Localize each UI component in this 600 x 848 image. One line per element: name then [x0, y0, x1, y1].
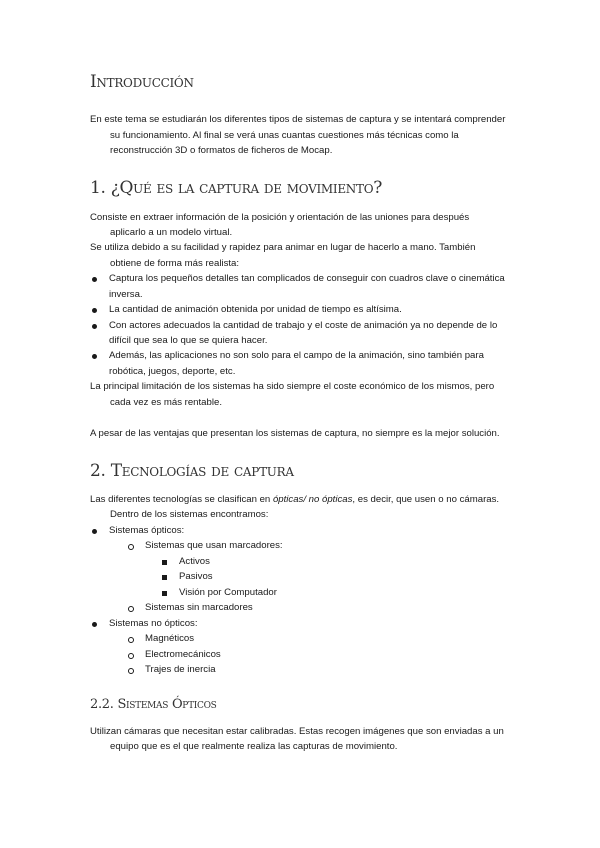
intro-heading: Introducción	[90, 72, 194, 92]
s2-text: , es decir, que usen o no cámaras.	[352, 494, 500, 505]
list-item: Sistemas ópticos:	[109, 525, 185, 536]
bullet-circle	[128, 637, 134, 643]
list-item: Magnéticos	[145, 633, 195, 644]
bullet-circle	[128, 606, 134, 612]
s1-bullet-text: Con actores adecuados la cantidad de trabajo y el coste de animación ya no depende de lo	[109, 320, 498, 331]
bullet-circle	[128, 653, 134, 659]
s1-bullet-text: robótica, juegos, deporte, etc.	[109, 366, 236, 377]
bullet-circle	[128, 544, 134, 550]
list-item: Sistemas que usan marcadores:	[145, 540, 283, 551]
intro-paragraph-line: reconstrucción 3D o formatos de ficheros de Mocap.	[110, 145, 333, 156]
s1-bullet-text: La cantidad de animación obtenida por unidad de tiempo es altísima.	[109, 304, 402, 315]
list-item: Sistemas sin marcadores	[145, 602, 253, 613]
bullet-square	[162, 575, 167, 580]
list-item: Activos	[179, 556, 210, 567]
bullet-dot	[92, 354, 97, 359]
bullet-dot	[92, 529, 97, 534]
section-1-heading: 1. ¿Qué es la captura de movimiento?	[90, 178, 383, 198]
s2-emphasis: ópticas/ no ópticas	[272, 494, 353, 505]
s22-paragraph-line: equipo que es el que realmente realiza las capturas de movimiento.	[110, 741, 398, 752]
s1-bullet-text: Además, las aplicaciones no son solo para el campo de la animación, sino también para	[109, 350, 484, 361]
list-item: Trajes de inercia	[145, 664, 216, 675]
list-item: Sistemas no ópticos:	[109, 618, 198, 629]
section-2-2-heading: 2.2. Sistemas Ópticos	[90, 697, 217, 712]
s1-paragraph-line: cada vez es más rentable.	[110, 397, 222, 408]
s1-paragraph-line: Consiste en extraer información de la posición y orientación de las uniones para después	[90, 212, 470, 223]
intro-paragraph-line: En este tema se estudiarán los diferentes tipos de sistemas de captura y se intentará comprender	[90, 114, 506, 125]
s1-paragraph-line: aplicarlo a un modelo virtual.	[110, 227, 233, 238]
bullet-dot	[92, 324, 97, 329]
bullet-circle	[128, 668, 134, 674]
s1-bullet-text: difícil que sea lo que se quiera hacer.	[109, 335, 268, 346]
s2-text: Las diferentes tecnologías se clasifican en	[90, 494, 273, 505]
s1-bullet-text: inversa.	[109, 289, 143, 300]
list-item: Pasivos	[179, 571, 213, 582]
bullet-dot	[92, 622, 97, 627]
s1-paragraph-line: obtiene de forma más realista:	[110, 258, 240, 269]
intro-paragraph-line: su funcionamiento. Al final se verá unas cuantas cuestiones más técnicas como la	[110, 130, 459, 141]
bullet-square	[162, 591, 167, 596]
list-item: Electromecánicos	[145, 649, 221, 660]
section-2-heading: 2. Tecnologías de captura	[90, 461, 294, 481]
s1-paragraph-line: La principal limitación de los sistemas ha sido siempre el coste económico de los mismos, pero	[90, 381, 495, 392]
bullet-dot	[92, 277, 97, 282]
s1-paragraph-line: Se utiliza debido a su facilidad y rapidez para animar en lugar de hacerlo a mano. También	[90, 242, 476, 253]
s1-bullet-text: Captura los pequeños detalles tan complicados de conseguir con cuadros clave o cinemática	[109, 273, 505, 284]
s1-paragraph-line: A pesar de las ventajas que presentan los sistemas de captura, no siempre es la mejor solución.	[90, 428, 500, 439]
s2-paragraph-line	[90, 492, 530, 508]
bullet-dot	[92, 308, 97, 313]
bullet-square	[162, 560, 167, 565]
list-item: Visión por Computador	[179, 587, 277, 598]
s2-paragraph-line: Dentro de los sistemas encontramos:	[110, 509, 269, 520]
s22-paragraph-line: Utilizan cámaras que necesitan estar calibradas. Estas recogen imágenes que son enviadas a un	[90, 726, 504, 737]
